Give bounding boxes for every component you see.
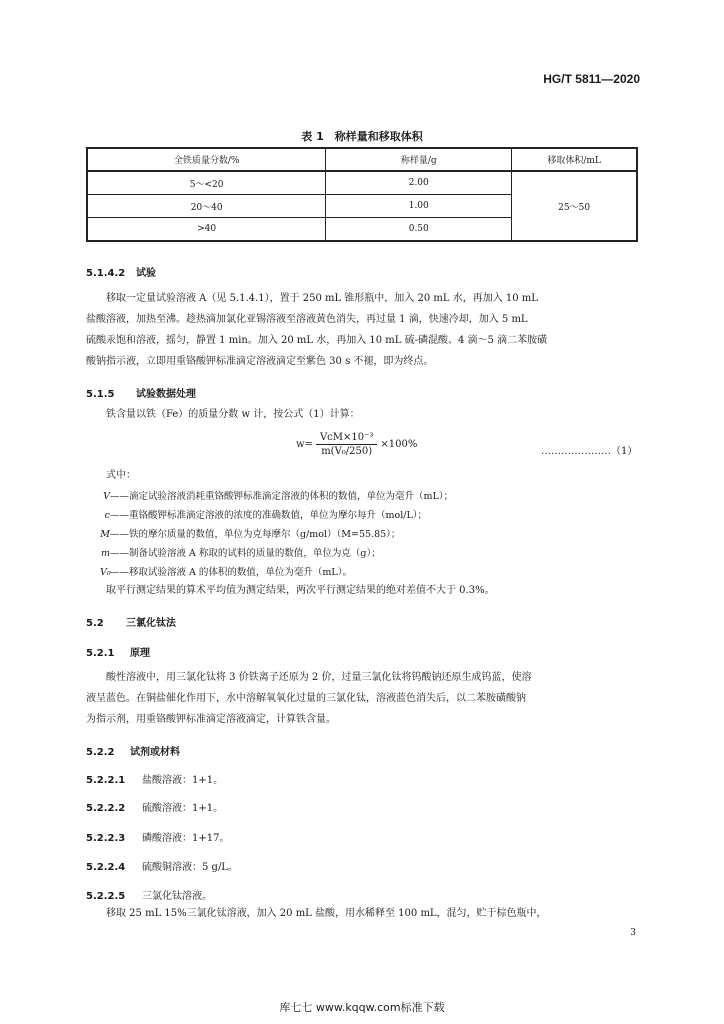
definition-symbol: M <box>100 529 110 540</box>
paragraph-line: 液呈蓝色。在铜盐催化作用下，水中溶解氧氧化过量的三氯化钛，溶液蓝色消失后，以二苯胺磺酸钠 <box>86 693 526 704</box>
reagent-number: 5.2.2.2 <box>86 803 126 814</box>
section-title: 试剂或材料 <box>130 747 180 758</box>
result-statement: 取平行测定结果的算术平均值为测定结果，两次平行测定结果的绝对差值不大于 0.3%。 <box>106 585 495 596</box>
reagent-text: 三氯化钛溶液。 <box>142 891 212 902</box>
reagent-item <box>86 829 229 844</box>
table-cell: 5～<20 <box>87 171 326 195</box>
section-heading-5-2-1 <box>86 644 150 659</box>
definition-text: ——制备试验溶液 A 称取的试料的质量的数值，单位为克（g）； <box>110 548 381 559</box>
reagent-text: 磷酸溶液：1+17。 <box>142 833 230 844</box>
section-title: 试验数据处理 <box>136 389 196 400</box>
formula-rhs: ×100% <box>380 439 418 450</box>
reagent-item <box>86 887 212 902</box>
table-header-cell: 全铁质量分数/% <box>87 148 326 171</box>
section-heading-5-1-4-2 <box>86 264 156 279</box>
definition-symbol: c <box>104 510 110 521</box>
section-number: 5.2.2 <box>86 747 115 758</box>
sample-volume-table <box>86 147 638 242</box>
definition-item <box>100 545 381 559</box>
definition-item <box>100 488 453 502</box>
reagent-number: 5.2.2.3 <box>86 833 126 844</box>
definition-symbol: V <box>103 491 110 502</box>
table-cell-merged-volume: 25～50 <box>512 171 637 241</box>
formula-1 <box>296 432 417 457</box>
section-title: 原理 <box>130 648 150 659</box>
section-number: 5.2.1 <box>86 648 115 659</box>
definition-symbol: V₀ <box>100 567 111 578</box>
table-header-row <box>87 148 637 171</box>
definition-item <box>100 564 352 578</box>
watermark-footer: 库七七 www.kqqw.com标准下载 <box>279 1001 445 1014</box>
section-heading-5-2-2 <box>86 743 180 758</box>
formula-denominator: m(V₀/250) <box>321 446 373 457</box>
definition-symbol: m <box>100 548 110 559</box>
reagent-item <box>86 799 223 814</box>
paragraph-line: 为指示剂，用重铬酸钾标准滴定溶液滴定，计算铁含量。 <box>86 714 336 725</box>
section-number: 5.2 <box>86 618 104 629</box>
formula-numerator: VcM×10⁻³ <box>316 432 377 445</box>
section-number: 5.1.4.2 <box>86 268 126 279</box>
table-title: 表 1 称样量和移取体积 <box>301 130 423 143</box>
table-row <box>87 171 637 195</box>
formula-number: …………………（1） <box>541 446 638 457</box>
reagent-item <box>86 858 238 873</box>
definition-text: ——铁的摩尔质量的数值，单位为克每摩尔（g/mol）（M=55.85）； <box>110 529 401 540</box>
formula-intro: 铁含量以铁（Fe）的质量分数 w 计，按公式（1）计算： <box>106 409 360 420</box>
reagent-text: 盐酸溶液：1+1。 <box>142 775 224 786</box>
section-heading-5-2 <box>86 614 176 629</box>
page-number: 3 <box>630 928 636 938</box>
formula-lhs: w= <box>296 439 313 450</box>
paragraph-line: 移取一定量试验溶液 A（见 5.1.4.1），置于 250 mL 锥形瓶中，加入 20 mL 水，再加入 10 mL <box>106 293 538 304</box>
formula-fraction <box>316 432 377 457</box>
section-title: 试验 <box>136 268 156 279</box>
table-cell: 1.00 <box>326 195 512 218</box>
definition-item <box>100 507 427 521</box>
reagent-item <box>86 771 223 786</box>
table-header-cell: 称样量/g <box>326 148 512 171</box>
definition-text: ——重铬酸钾标准滴定溶液的浓度的准确数值，单位为摩尔每升（mol/L）； <box>110 510 428 521</box>
table-cell: >40 <box>87 218 326 242</box>
table-header-cell: 移取体积/mL <box>512 148 637 171</box>
reagent-text: 硫酸溶液：1+1。 <box>142 803 224 814</box>
section-heading-5-1-5 <box>86 385 196 400</box>
paragraph-line: 酸性溶液中，用三氯化钛将 3 价铁离子还原为 2 价，过量三氯化钛将钨酸钠还原生成钨蓝，使溶 <box>106 672 532 683</box>
table-cell: 20～40 <box>87 195 326 218</box>
document-code: HG/T 5811—2020 <box>543 72 640 86</box>
reagent-number: 5.2.2.1 <box>86 775 126 786</box>
reagent-number: 5.2.2.5 <box>86 891 126 902</box>
section-number: 5.1.5 <box>86 389 115 400</box>
where-label: 式中： <box>106 470 136 481</box>
reagent-number: 5.2.2.4 <box>86 862 126 873</box>
paragraph-line: 移取 25 mL 15%三氯化钛溶液，加入 20 mL 盐酸，用水稀释至 100 mL，混匀，贮于棕色瓶中， <box>106 908 547 919</box>
section-title: 三氯化钛法 <box>126 618 176 629</box>
table-cell: 2.00 <box>326 171 512 195</box>
table-cell: 0.50 <box>326 218 512 242</box>
paragraph-line: 酸钠指示液，立即用重铬酸钾标准滴定溶液滴定至紫色 30 s 不褪，即为终点。 <box>86 356 434 367</box>
definition-text: ——滴定试验溶液消耗重铬酸钾标准滴定溶液的体积的数值，单位为毫升（mL）； <box>110 491 454 502</box>
definition-text: ——移取试验溶液 A 的体积的数值，单位为毫升（mL）。 <box>110 567 352 578</box>
definition-item <box>100 526 400 540</box>
paragraph-line: 盐酸溶液，加热至沸。趁热滴加氯化亚锡溶液至溶液黄色消失，再过量 1 滴，快速冷却，加入 5 mL <box>86 314 528 325</box>
paragraph-line: 硫酸汞饱和溶液，摇匀，静置 1 min。加入 20 mL 水，再加入 10 mL 硫-磷混酸、4 滴～5 滴二苯胺磺 <box>86 335 548 346</box>
reagent-text: 硫酸铜溶液：5 g/L。 <box>142 862 238 873</box>
